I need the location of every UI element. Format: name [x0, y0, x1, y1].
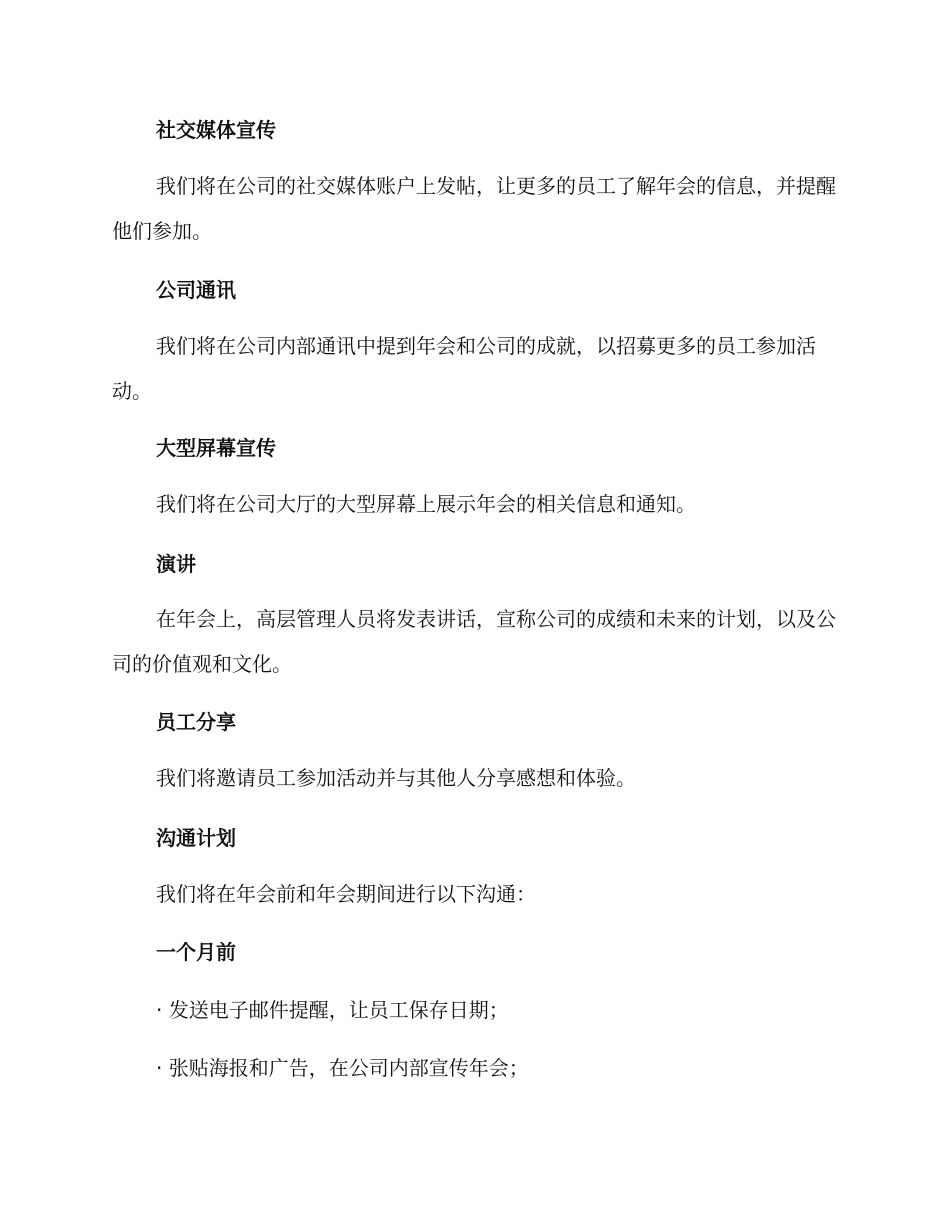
section-body-newsletter: 我们将在公司内部通讯中提到年会和公司的成就，以招募更多的员工参加活动。 — [112, 334, 816, 403]
subsection-heading-one-month-before: 一个月前 — [156, 940, 236, 964]
bullet-item: · 发送电子邮件提醒，让员工保存日期； — [156, 998, 509, 1022]
section-heading-employee-sharing: 员工分享 — [156, 710, 236, 734]
section-heading-big-screen: 大型屏幕宣传 — [156, 436, 276, 460]
section-heading-newsletter: 公司通讯 — [156, 278, 236, 302]
section-body-social-media: 我们将在公司的社交媒体账户上发帖，让更多的员工了解年会的信息，并提醒他们参加。 — [112, 174, 836, 243]
section-body-employee-sharing: 我们将邀请员工参加活动并与其他人分享感想和体验。 — [156, 766, 636, 790]
section-body-communication-plan: 我们将在年会前和年会期间进行以下沟通： — [156, 882, 536, 906]
section-body-big-screen: 我们将在公司大厅的大型屏幕上展示年会的相关信息和通知。 — [156, 492, 696, 516]
section-body-speech: 在年会上，高层管理人员将发表讲话，宣称公司的成绩和未来的计划，以及公司的价值观和文化。 — [112, 607, 836, 676]
bullet-item: · 张贴海报和广告，在公司内部宣传年会； — [156, 1056, 529, 1080]
section-heading-social-media: 社交媒体宣传 — [156, 118, 276, 142]
section-heading-speech: 演讲 — [156, 552, 196, 576]
section-heading-communication-plan: 沟通计划 — [156, 826, 236, 850]
